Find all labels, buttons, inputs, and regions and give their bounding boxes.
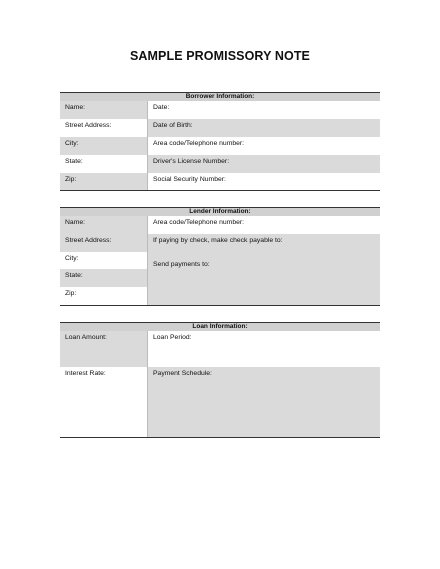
borrower-row (60, 119, 380, 137)
field-label: Social Security Number: (153, 176, 226, 183)
lender-field-name[interactable] (60, 216, 148, 234)
lender-field-state[interactable] (60, 269, 147, 287)
borrower-section (60, 92, 380, 191)
section-divider (60, 305, 380, 306)
borrower-field-license[interactable] (148, 155, 380, 173)
field-label: State: (65, 272, 83, 279)
loan-field-schedule[interactable] (148, 367, 380, 437)
borrower-row (60, 173, 380, 190)
borrower-row (60, 155, 380, 173)
field-label: City: (65, 255, 79, 262)
lender-left-column (60, 234, 148, 305)
loan-section (60, 322, 380, 438)
loan-row (60, 331, 380, 367)
lender-field-phone[interactable] (148, 216, 380, 234)
lender-field-zip[interactable] (60, 287, 147, 305)
field-label: Send payments to: (153, 261, 210, 268)
lender-field-street[interactable] (60, 234, 147, 252)
field-label: Zip: (65, 290, 77, 297)
field-label: Date: (153, 104, 170, 111)
field-label: Zip: (65, 176, 77, 183)
field-label: Area code/Telephone number: (153, 219, 245, 226)
field-label: State: (65, 158, 83, 165)
borrower-grid (60, 101, 380, 190)
borrower-header: Borrower Information: (60, 92, 380, 101)
borrower-field-ssn[interactable] (148, 173, 380, 190)
field-label: Date of Birth: (153, 122, 193, 129)
field-label: Loan Amount: (65, 334, 107, 341)
field-label: If paying by check, make check payable to: (153, 237, 283, 244)
borrower-field-date[interactable] (148, 101, 380, 119)
loan-field-rate[interactable] (60, 367, 148, 437)
lender-row (60, 216, 380, 234)
field-label: Interest Rate: (65, 370, 106, 377)
field-label: Name: (65, 219, 86, 226)
borrower-field-phone[interactable] (148, 137, 380, 155)
field-label: Area code/Telephone number: (153, 140, 245, 147)
section-divider (60, 437, 380, 438)
loan-header: Loan Information: (60, 322, 380, 331)
borrower-row (60, 101, 380, 119)
field-label: Payment Schedule: (153, 370, 212, 377)
lender-grid (60, 216, 380, 305)
section-divider (60, 190, 380, 191)
field-label: Driver's License Number: (153, 158, 230, 165)
document-title: SAMPLE PROMISSORY NOTE (129, 49, 310, 63)
lender-section (60, 207, 380, 306)
loan-field-amount[interactable] (60, 331, 148, 367)
borrower-field-dob[interactable] (148, 119, 380, 137)
loan-row (60, 367, 380, 437)
borrower-field-state[interactable] (60, 155, 148, 173)
field-label: Street Address: (65, 237, 112, 244)
field-label: City: (65, 140, 79, 147)
field-label: Street Address: (65, 122, 112, 129)
borrower-field-street[interactable] (60, 119, 148, 137)
lender-field-payment[interactable] (148, 234, 380, 305)
loan-field-period[interactable] (148, 331, 380, 367)
borrower-row (60, 137, 380, 155)
borrower-field-city[interactable] (60, 137, 148, 155)
loan-grid (60, 331, 380, 437)
borrower-field-name[interactable] (60, 101, 148, 119)
borrower-field-zip[interactable] (60, 173, 148, 190)
lender-row (60, 234, 380, 305)
lender-field-city[interactable] (60, 252, 147, 269)
lender-header: Lender Information: (60, 207, 380, 216)
field-label: Loan Period: (153, 334, 192, 341)
field-label: Name: (65, 104, 86, 111)
